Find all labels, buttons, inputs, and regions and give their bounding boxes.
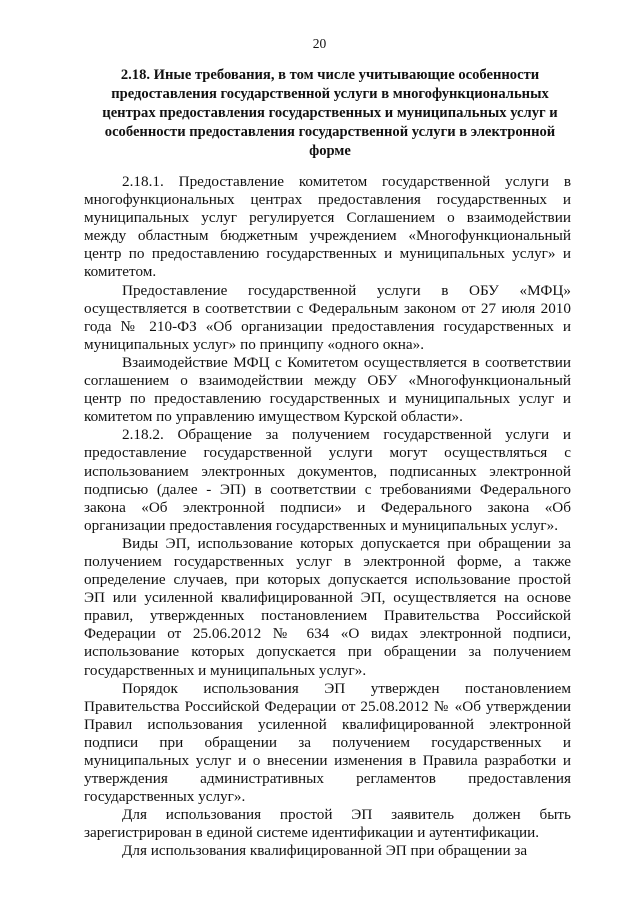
paragraph-ep-procedure: Порядок использования ЭП утвержден постановлением Правительства Российской Федерации от 25.08.2012 № «Об утверждении Правил использования усиленной квалифицированной электронной подписи при обращении за получением государственных и муниципальных услуг и о внесении изменения в Правила разработки и утверждения административных регламентов предоставления государственных услуг». xyxy=(84,679,571,806)
paragraph-mfc-provision: Предоставление государственной услуги в ОБУ «МФЦ» осуществляется в соответствии с Федеральным законом от 27 июля 2010 года № 210-ФЗ «Об организации предоставления государственных и муниципальных услуг» по принципу «одного окна». xyxy=(84,281,571,353)
page-number: 20 xyxy=(312,36,327,51)
paragraph-qualified-ep: Для использования квалифицированной ЭП при обращении за xyxy=(122,842,528,860)
paragraph-ep-types: Виды ЭП, использование которых допускается при обращении за получением государственных услуг в электронной форме, а также определение случаев, при которых допускается использование простой ЭП или усиленной квалифицированной ЭП, осуществляется на основе правил, утвержденных постановлением Правительства Российской Федерации от 25.06.2012 № 634 «О видах электронной подписи, использование которых допускается при обращении за получением государственных и муниципальных услуг». xyxy=(84,534,571,679)
paragraph-mfc-interaction: Взаимодействие МФЦ с Комитетом осуществляется в соответствии соглашением о взаимодействии между ОБУ «Многофункциональный центр по предоставлению государственных и муниципальных услуг и комитетом по управлению имуществом Курской области». xyxy=(84,353,571,426)
paragraph-2-18-1: 2.18.1. Предоставление комитетом государственной услуги в многофункциональных центрах предоставления государственных и муниципальных услуг регулируется Соглашением о взаимодействии между областным бюджетным учреждением «Многофункциональный центр по предоставлению государственных и муниципальных услуг» и комитетом. xyxy=(84,173,571,281)
section-body xyxy=(84,173,571,861)
paragraph-2-18-2: 2.18.2. Обращение за получением государственной услуги и предоставление государственной услуги могут осуществляться с использованием электронных документов, подписанных электронной подписью (далее - ЭП) в соответствии с требованиями Федерального закона «Об электронной подписи» и Федерального закона «Об организации предоставления государственных и муниципальных услуг». xyxy=(84,426,571,534)
section-heading: 2.18. Иные требования, в том числе учитывающие особенности предоставления государственной услуги в многофункциональных центрах предоставления государственных и муниципальных услуг и особенности предоставления государственной услуги в электронной форме xyxy=(102,67,558,159)
paragraph-simple-ep: Для использования простой ЭП заявитель должен быть зарегистрирован в единой системе идентификации и аутентификации. xyxy=(84,806,571,842)
